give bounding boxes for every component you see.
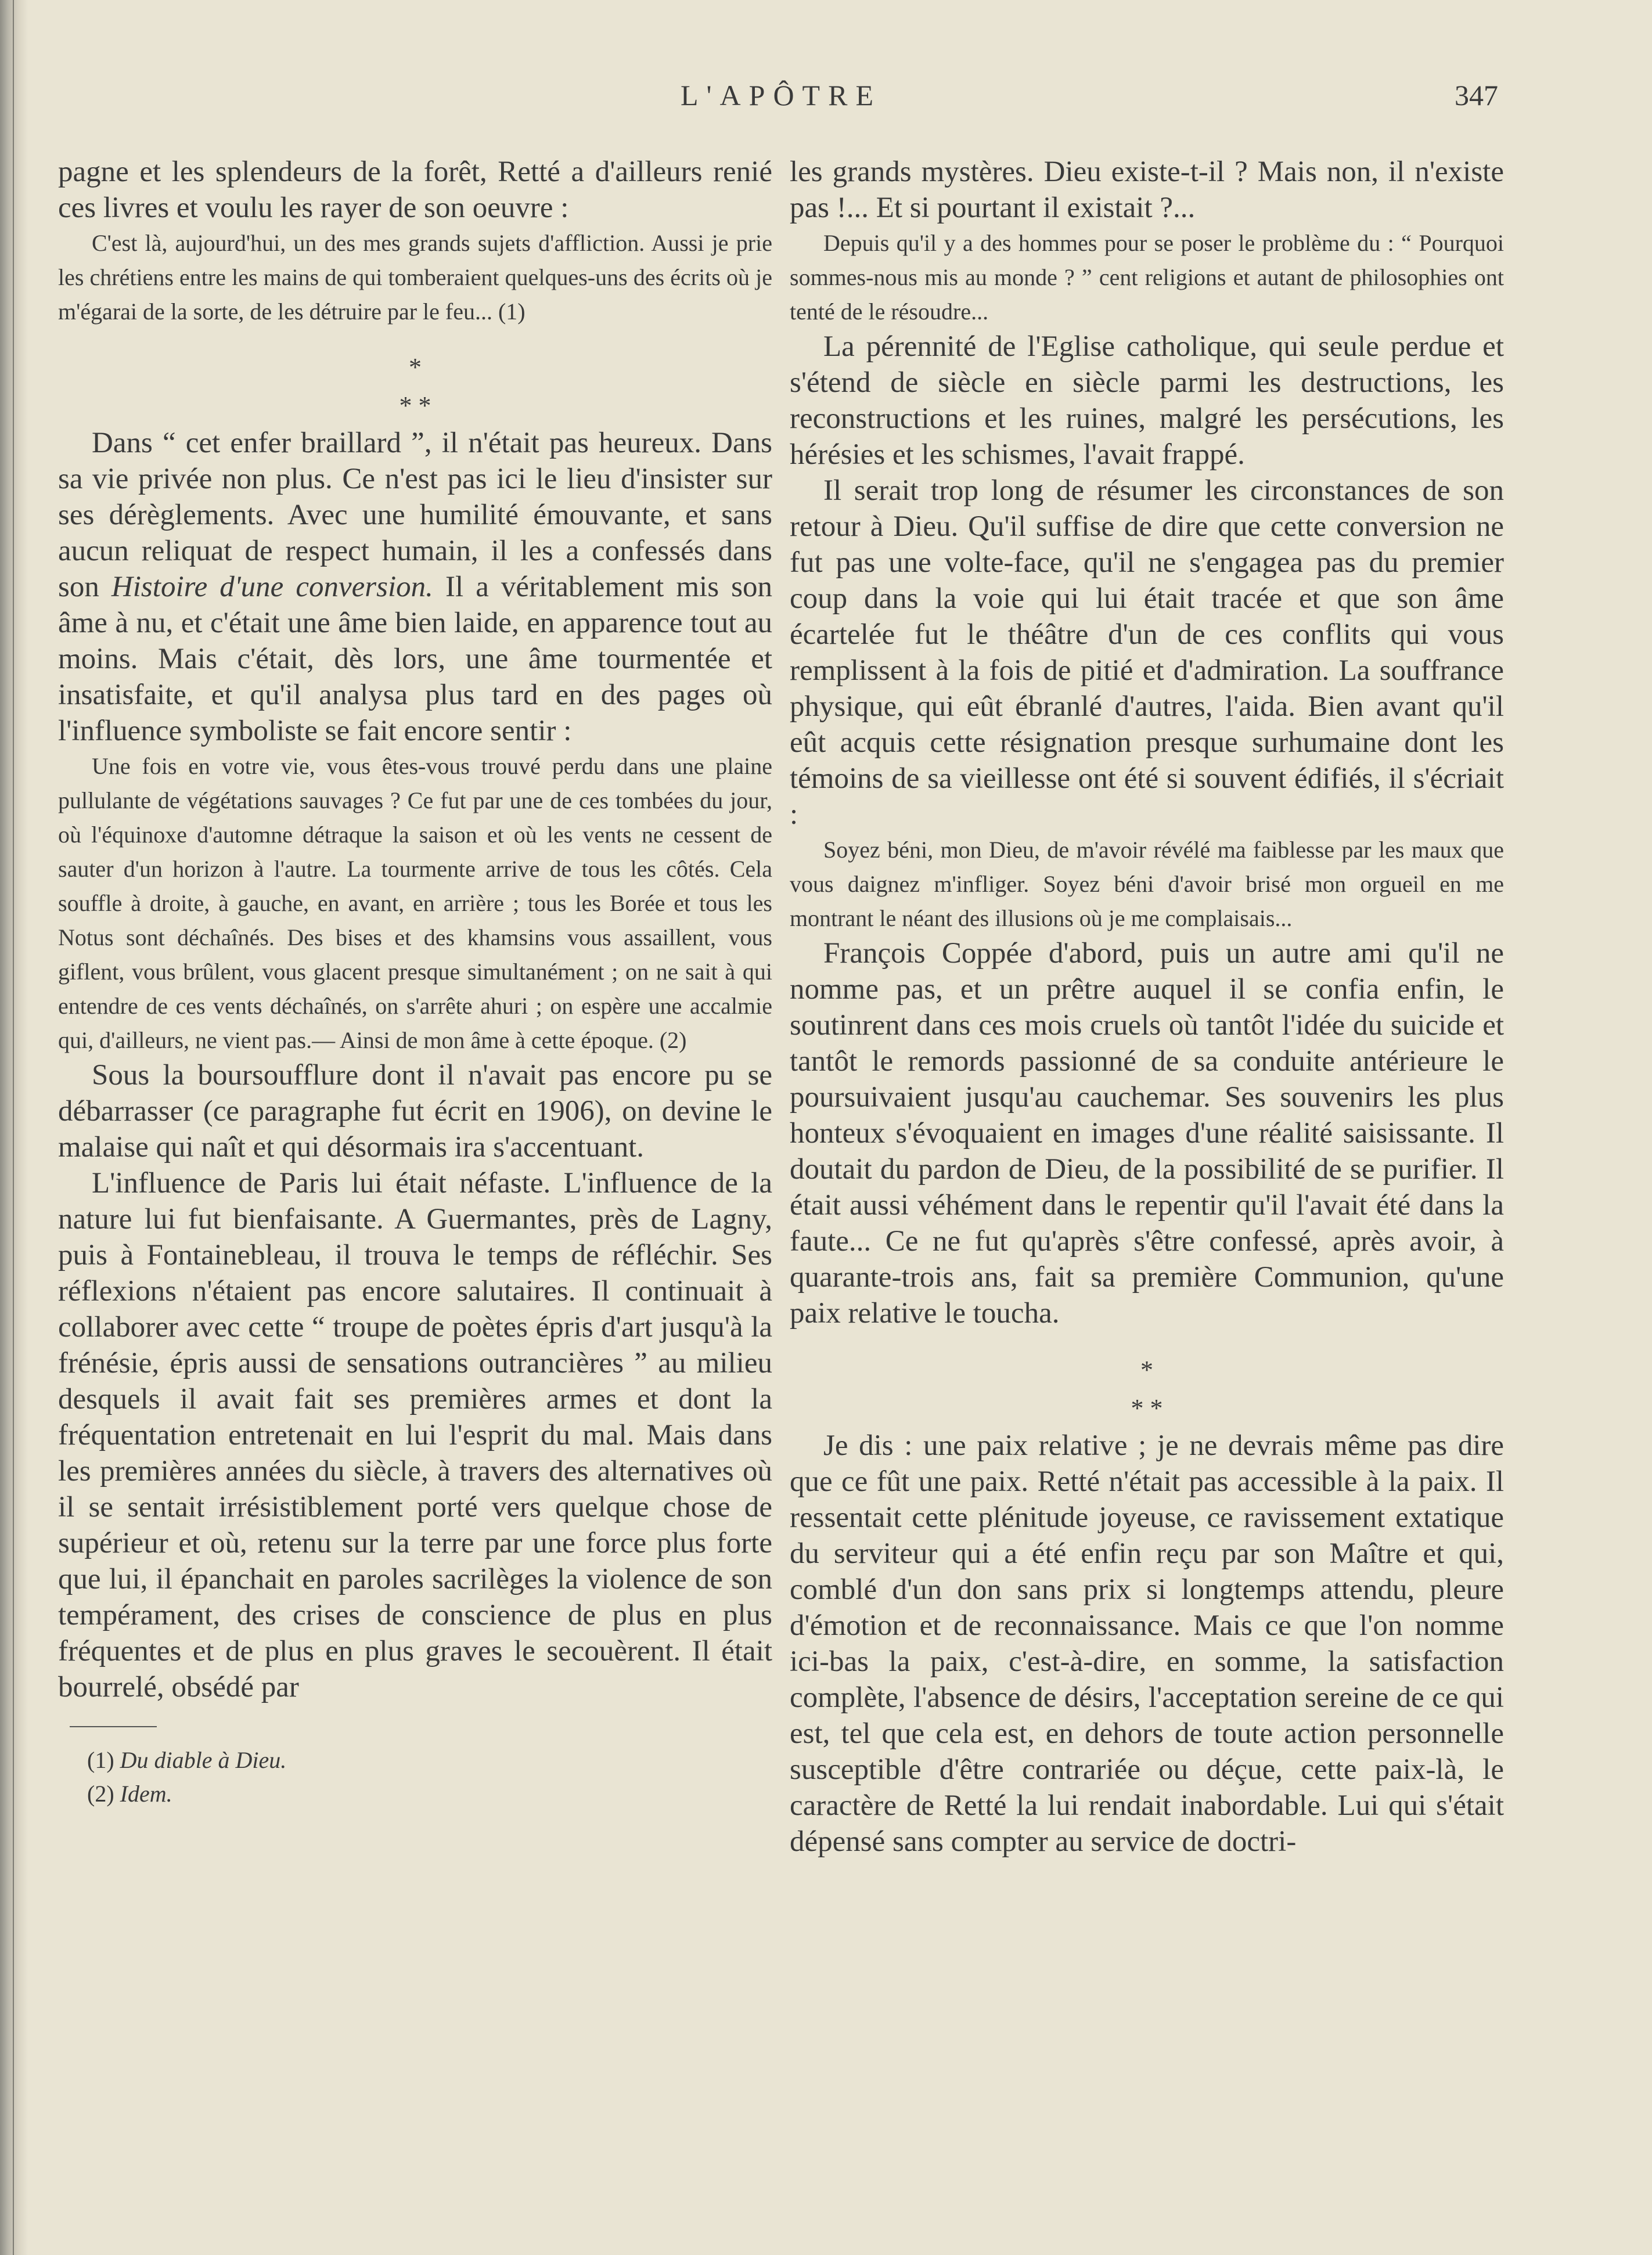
divider-star: * [409,353,422,381]
paragraph: Sous la boursoufflure dont il n'avait pas encore pu se débarrasser (ce paragraphe fut écrit en 1906), on devine le malaise qui naît et qui désormais ira s'accentuant. [58,1059,772,1163]
footnote [87,1744,772,1777]
paragraph [58,425,772,749]
footnote-text: Du diable à Dieu. [120,1747,287,1773]
right-column [790,154,1504,1860]
section-divider [58,348,772,425]
paragraph: François Coppée d'abord, puis un autre ami qu'il ne nomme pas, et un prêtre auquel il se confia enfin, le soutinrent dans ces mois cruels où tantôt l'idée du suicide et tantôt le remords passionné de sa conduite antérieure le poursuivaient jusqu'au cauchemar. Ses souvenirs les plus honteux s'évoquaient en images d'une réalité saisissante. Il doutait du pardon de Dieu, de la possibilité de se purifier. Il était aussi véhément dans le repentir qu'il l'avait été dans la faute... Ce ne fut qu'après s'être confessé, après avoir, à quarante-trois ans, fait sa première Communion, qu'une paix relative le toucha. [790,937,1504,1330]
paragraph: les grands mystères. Dieu existe-t-il ? Mais non, il n'existe pas !... Et si pourtant il existait ?... [790,156,1504,224]
binding-line [13,0,14,2255]
left-column [58,154,772,1811]
page-header [64,78,1498,119]
running-title: L'APÔTRE [680,79,881,111]
text-run: Il a véritablement mis son âme à nu, et c'était une âme bien laide, en apparence tout au moins. Mais c'était, dès lors, une âme tourmentée et insatisfaite, et qu'il analysa plus tard en des pages où l'influence symboliste se fait encore sentir : [58,571,772,747]
paragraph: pagne et les splendeurs de la forêt, Retté a d'ailleurs renié ces livres et voulu les rayer de son oeuvre : [58,156,772,224]
block-quote: Depuis qu'il y a des hommes pour se poser le problème du : “ Pourquoi sommes-nous mis au monde ? ” cent religions et autant de philosophies ont tenté de le résoudre... [790,230,1504,325]
text-run: Dans “ cet enfer braillard ”, il n'était pas heureux. Dans sa vie privée non plus. Ce n'est pas ici le lieu d'insister sur ses dérèglements. Avec une humilité émouvante, et sans aucun reliquat de respect humain, il les a confessés dans son [58,427,772,603]
paragraph: Je dis : une paix relative ; je ne devrais même pas dire que ce fût une paix. Retté n'était pas accessible à la paix. Il ressentait cette plénitude joyeuse, ce ravissement extatique du serviteur qui a été enfin reçu par son Maître et qui, comblé d'un don sans prix si longtemps attendu, pleure d'émotion et de reconnaissance. Mais ce que l'on nomme ici-bas la paix, c'est-à-dire, en somme, la satisfaction complète, l'absence de désirs, l'acceptation sereine de ce qui est, tel que cela est, en dehors de toute action personnelle susceptible d'être contrariée ou déçue, cette paix-là, le caractère de Retté la lui rendait inabordable. Lui qui s'était dépensé sans compter au service de doctri- [790,1429,1504,1858]
footnote-number: (1) [87,1747,114,1773]
block-quote: Soyez béni, mon Dieu, de m'avoir révélé ma faiblesse par les maux que vous daignez m'infliger. Soyez béni d'avoir brisé mon orgueil en me montrant le néant des illusions où je me complaisais... [790,837,1504,931]
section-divider [790,1351,1504,1428]
paragraph: L'influence de Paris lui était néfaste. L'influence de la nature lui fut bienfaisante. A Guermantes, près de Lagny, puis à Fontainebleau, il trouva le temps de réfléchir. Ses réflexions n'étaient pas encore salutaires. Il continuait à collaborer avec cette “ troupe de poètes épris d'art jusqu'à la frénésie, épris aussi de sensations outrancières ” au milieu desquels il avait fait ses premières armes et dont la fréquentation entretenait en lui l'esprit du mal. Mais dans les premières années du siècle, à travers des alternatives où il se sentait irrésistiblement porté vers quelque chose de supérieur et où, retenu sur la terre par une force plus forte que lui, il épanchait en paroles sacrilèges la violence de son tempérament, des crises de conscience de plus en plus fréquentes et de plus en plus graves le secouèrent. Il était bourrelé, obsédé par [58,1167,772,1703]
divider-stars: * * [399,391,431,420]
page-number: 347 [1455,79,1498,111]
footnote-text: Idem. [120,1781,172,1807]
block-quote: C'est là, aujourd'hui, un des mes grands sujets d'affliction. Aussi je prie les chrétiens entre les mains de qui tomberaient quelques-uns des écrits où je m'égarai de la sorte, de les détruire par le feu... (1) [58,230,772,325]
footnote-rule [70,1726,157,1727]
divider-stars: * * [1131,1394,1163,1422]
footnote [87,1777,772,1811]
divider-star: * [1140,1356,1153,1384]
book-title: Histoire d'une conversion. [111,571,433,603]
footnote-number: (2) [87,1781,114,1807]
book-binding-edge [0,0,28,2255]
footnotes [58,1744,772,1811]
block-quote: Une fois en votre vie, vous êtes-vous trouvé perdu dans une plaine pullulante de végétations sauvages ? Ce fut par une de ces tombées du jour, où l'équinoxe d'automne détraque la saison et où les vents ne cessent de sauter d'un horizon à l'autre. La tourmente arrive de tous les côtés. Cela souffle à droite, à gauche, en avant, en arrière ; tous les Borée et tous les Notus sont déchaînés. Des bises et des khamsins vous assaillent, vous giflent, vous brûlent, vous glacent presque simultanément ; on ne sait à qui entendre de ces vents déchaînés, on s'arrête ahuri ; on espère une accalmie qui, d'ailleurs, ne vient pas.— Ainsi de mon âme à cette époque. (2) [58,753,772,1053]
paragraph: Il serait trop long de résumer les circonstances de son retour à Dieu. Qu'il suffise de dire que cette conversion ne fut pas une volte-face, qu'il ne s'engagea pas du premier coup dans la voie qui lui était tracée et que son âme écartelée fut le théâtre d'un de ces conflits qui vous remplissent à la fois de pitié et d'admiration. La souffrance physique, qui eût ébranlé d'autres, l'aida. Bien avant qu'il eût acquis cette résignation presque surhumaine dont les témoins de sa vieillesse ont été si souvent édifiés, il s'écriait : [790,474,1504,831]
paragraph: La pérennité de l'Eglise catholique, qui seule perdue et s'étend de siècle en siècle parmi les destructions, les reconstructions et les ruines, malgré les persécutions, les hérésies et les schismes, l'avait frappé. [790,330,1504,471]
